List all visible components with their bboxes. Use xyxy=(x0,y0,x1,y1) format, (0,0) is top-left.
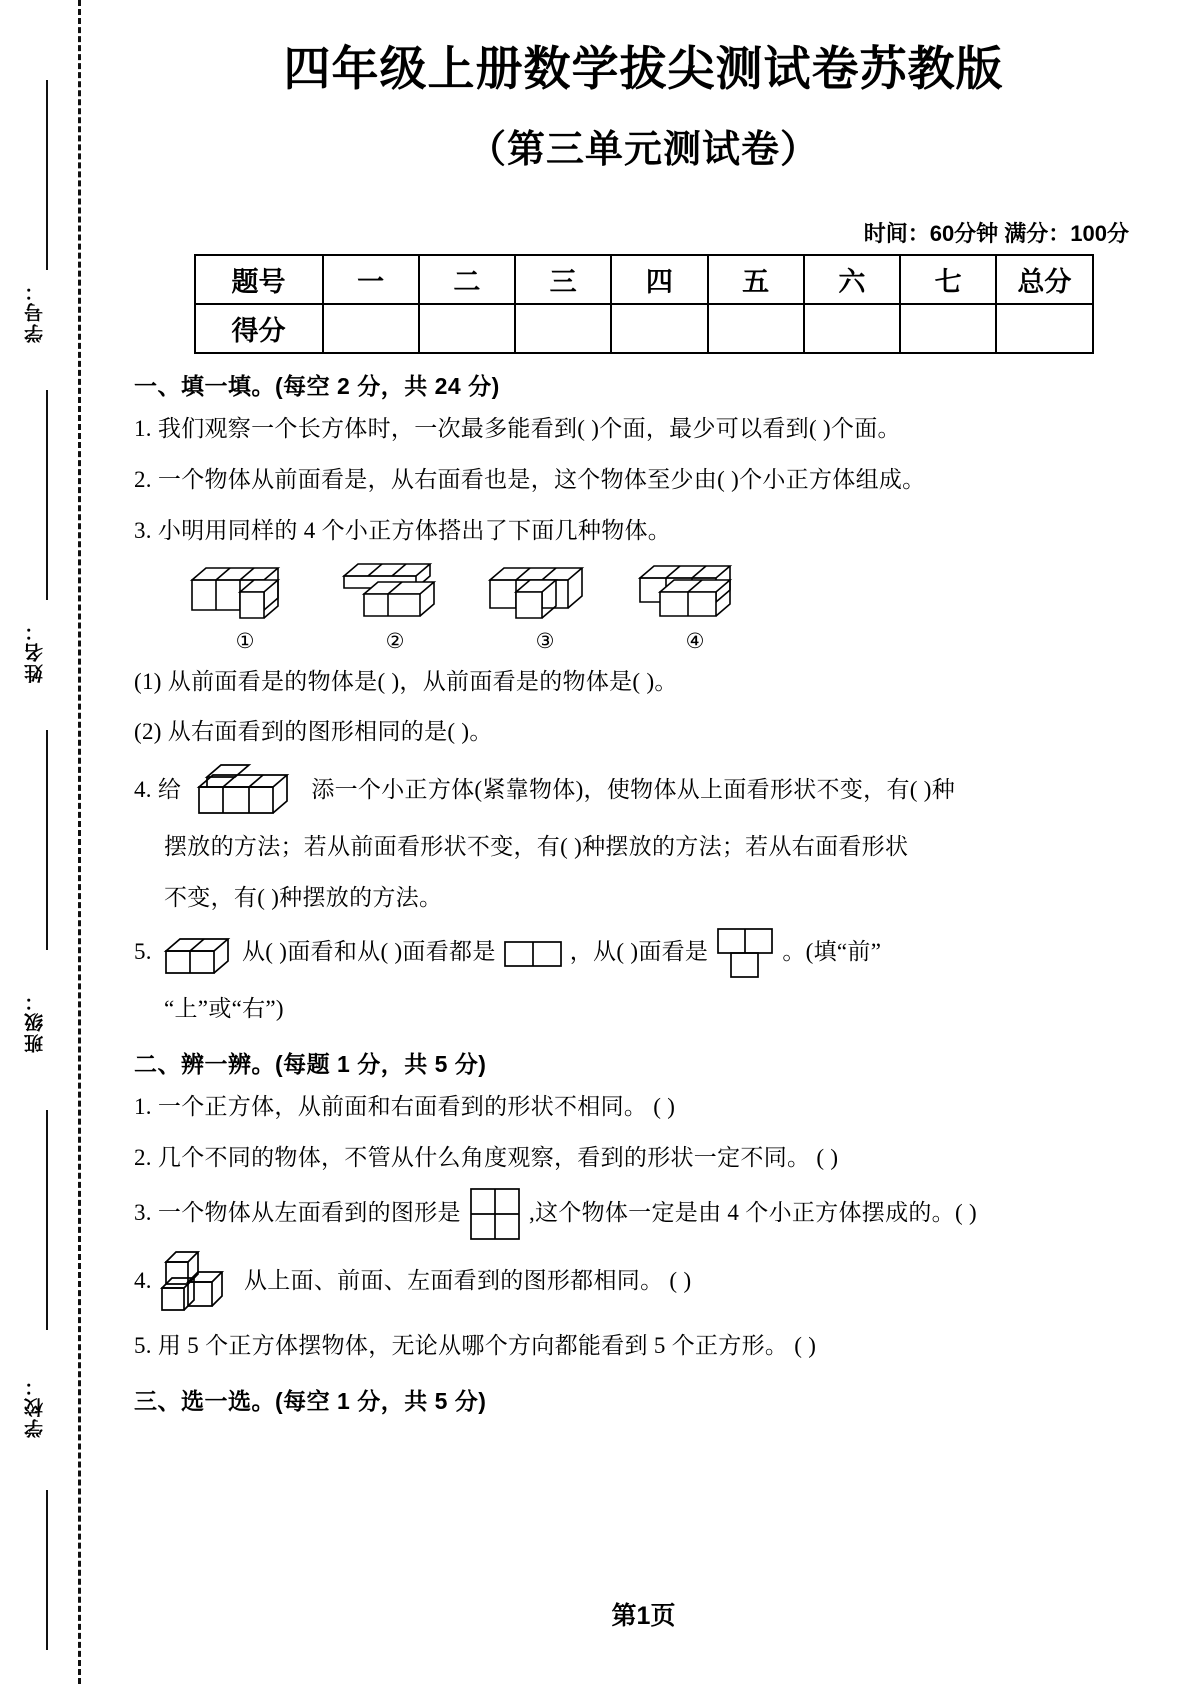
question-2-4 xyxy=(134,1248,1153,1318)
three-cubes-row-icon xyxy=(180,560,310,622)
cube-figure-4-cell xyxy=(620,560,770,654)
col-header-1: 一 xyxy=(323,255,419,304)
question-1-2: 2. 一个物体从前面看是，从右面看也是，这个物体至少由( )个小正方体组成。 xyxy=(134,466,926,492)
divider-line-3 xyxy=(46,730,48,950)
section-heading-1: 一、填一填。(每空 2 分，共 24 分) xyxy=(134,373,500,400)
score-cell-7[interactable] xyxy=(900,304,996,353)
divider-line-4 xyxy=(46,1110,48,1330)
cube-figure-2-cell xyxy=(320,560,470,654)
divider-line-1 xyxy=(46,80,48,270)
cube-figure-1-cell xyxy=(170,560,320,654)
question-2-1: 1. 一个正方体，从前面和右面看到的形状不相同。 ( ) xyxy=(134,1093,676,1119)
four-cube-solid-icon xyxy=(187,761,305,819)
question-2-5: 5. 用 5 个正方体摆物体，无论从哪个方向都能看到 5 个正方形。 ( ) xyxy=(134,1333,817,1359)
score-table xyxy=(194,254,1094,354)
two-by-two-grid-icon xyxy=(467,1186,523,1242)
left-margin-strip xyxy=(0,0,96,1684)
cube-figure-row xyxy=(134,560,1153,654)
score-cell-3[interactable] xyxy=(515,304,611,353)
school-label: 学校： xyxy=(25,1375,46,1438)
col-header-7: 七 xyxy=(900,255,996,304)
section-heading-2: 二、辨一辨。(每题 1 分，共 5 分) xyxy=(134,1050,487,1077)
question-1-5-line-d: “上”或“右”) xyxy=(164,995,284,1021)
question-1-5-text-b: ，从( )面看是 xyxy=(569,938,709,964)
t-shape-grid-icon xyxy=(714,927,776,981)
col-header-3: 三 xyxy=(515,255,611,304)
col-header-5: 五 xyxy=(708,255,804,304)
l-shaped-cubes-icon xyxy=(158,1248,238,1318)
col-header-total: 总分 xyxy=(996,255,1092,304)
dashed-fold-line xyxy=(78,0,81,1684)
question-2-3 xyxy=(134,1186,1153,1242)
question-2-4-text-a: 从上面、前面、左面看到的图形都相同。 ( ) xyxy=(243,1268,692,1294)
exam-page xyxy=(96,0,1191,1684)
question-1-3: 3. 小明用同样的 4 个小正方体搭出了下面几种物体。 xyxy=(134,517,672,543)
page-subtitle: （第三单元测试卷） xyxy=(467,129,819,172)
table-row-question-numbers xyxy=(195,255,1093,304)
question-1-4-line-b: 摆放的方法；若从前面看形状不变，有( )种摆放的方法；若从右面看形状 xyxy=(164,834,909,860)
question-2-2: 2. 几个不同的物体，不管从什么角度观察，看到的形状一定不同。 ( ) xyxy=(134,1144,839,1170)
student-name-label: 姓名： xyxy=(25,620,46,683)
score-cell-5[interactable] xyxy=(708,304,804,353)
score-cell-1[interactable] xyxy=(323,304,419,353)
three-cubes-offset-icon xyxy=(630,560,760,622)
section-heading-3: 三、选一选。(每空 1 分，共 5 分) xyxy=(134,1388,487,1415)
question-1-5-text-c: 。(填“前” xyxy=(782,938,882,964)
exam-meta: 时间：60分钟 满分：100分 xyxy=(863,221,1129,247)
question-1-4-prefix: 4. 给 xyxy=(134,777,182,803)
cube-figure-label-4: ④ xyxy=(685,628,705,653)
two-cube-solid-icon xyxy=(158,935,236,981)
page-number-footer: 第1页 xyxy=(611,1602,676,1630)
cube-figure-label-1: ① xyxy=(235,628,255,653)
question-1-3-sub-2: (2) 从右面看到的图形相同的是( )。 xyxy=(134,719,493,745)
col-header-6: 六 xyxy=(804,255,900,304)
two-square-grid-icon xyxy=(502,938,564,968)
table-row-scores xyxy=(195,304,1093,353)
question-1-5-text-a: 从( )面看和从( )面看都是 xyxy=(241,938,496,964)
student-id-label: 学号： xyxy=(25,280,46,343)
question-1-4-line-c: 不变，有( )种摆放的方法。 xyxy=(164,885,443,911)
question-2-3-text-b: ,这个物体一定是由 4 个小正方体摆成的。( ) xyxy=(528,1200,977,1226)
stacked-cubes-icon xyxy=(330,560,460,622)
question-2-4-prefix: 4. xyxy=(134,1268,152,1294)
cube-figure-label-2: ② xyxy=(385,628,405,653)
question-1-3-sub-1: (1) 从前面看是的物体是( )，从前面看是的物体是( )。 xyxy=(134,668,678,694)
divider-line-2 xyxy=(46,390,48,600)
class-label: 班级： xyxy=(25,990,46,1053)
page-title: 四年级上册数学拔尖测试卷苏教版 xyxy=(283,42,1004,95)
question-1-5-prefix: 5. xyxy=(134,938,152,964)
cube-figure-label-3: ③ xyxy=(535,628,555,653)
cube-figure-3-cell xyxy=(470,560,620,654)
question-2-3-text-a: 3. 一个物体从左面看到的图形是 xyxy=(134,1200,461,1226)
score-cell-6[interactable] xyxy=(804,304,900,353)
row-label-score: 得分 xyxy=(195,304,323,353)
exam-content xyxy=(96,368,1191,1416)
score-cell-2[interactable] xyxy=(419,304,515,353)
cubes-with-gap-icon xyxy=(480,560,610,622)
row-label-question-number: 题号 xyxy=(195,255,323,304)
divider-line-5 xyxy=(46,1490,48,1650)
score-cell-total[interactable] xyxy=(996,304,1092,353)
score-cell-4[interactable] xyxy=(611,304,707,353)
col-header-2: 二 xyxy=(419,255,515,304)
question-1-4 xyxy=(134,761,1153,819)
col-header-4: 四 xyxy=(611,255,707,304)
question-1-4-text-a: 添一个小正方体(紧靠物体)，使物体从上面看形状不变，有( )种 xyxy=(311,777,956,803)
question-1-5 xyxy=(134,927,1153,981)
question-1-1: 1. 我们观察一个长方体时，一次最多能看到( )个面，最少可以看到( )个面。 xyxy=(134,416,901,442)
